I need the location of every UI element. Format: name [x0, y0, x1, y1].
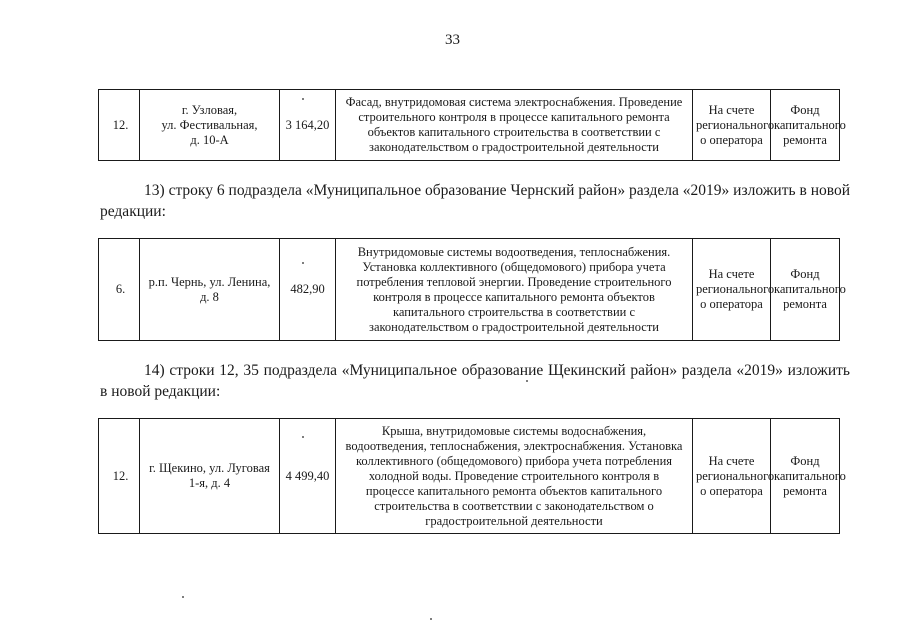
scan-speck: [302, 436, 304, 438]
scan-speck: [302, 262, 304, 264]
amendment-paragraph-14: 14) строки 12, 35 подраздела «Муниципальное образование Щекинский район» раздела «2019» изложить в новой редакции:: [100, 362, 850, 400]
area-cell: 3 164,20: [280, 90, 336, 161]
fund-cell: [771, 239, 846, 341]
works-line: водоотведения, теплоснабжения, электроснабжения. Установка: [345, 438, 683, 453]
area-cell: 4 499,40: [280, 419, 336, 534]
address-line: р.п. Чернь, ул. Ленина,: [148, 274, 271, 289]
fund-line: Фонд: [790, 453, 820, 468]
address-line: д. 8: [200, 289, 219, 304]
row-number: 12.: [99, 90, 140, 161]
works-cell: [336, 90, 693, 161]
address-cell: [140, 90, 280, 161]
fund-cell: [771, 90, 846, 161]
table-row: [99, 239, 840, 341]
account-line: На счете: [708, 453, 755, 468]
account-line: регионального: [696, 117, 775, 132]
account-line: регионального: [696, 468, 775, 483]
account-cell: [693, 239, 775, 341]
area-cell: 482,90: [280, 239, 336, 341]
page-number: 33: [445, 32, 460, 48]
works-line: градостроительной деятельности: [425, 513, 603, 528]
fund-line: Фонд: [790, 267, 820, 281]
works-line: Установка коллективного (общедомового) прибора учета: [362, 259, 666, 274]
account-line: На счете: [708, 267, 755, 281]
fund-line: капитального: [774, 117, 846, 132]
fund-line: капитального: [774, 282, 846, 296]
works-line: капитального строительства в соответствии с: [392, 304, 636, 319]
account-line: о оператора: [700, 483, 763, 498]
address-cell: [140, 419, 280, 534]
works-line: объектов капитального строительства в соответствии с: [367, 125, 661, 139]
account-line: о оператора: [700, 297, 763, 311]
address-line: ул. Фестивальная,: [161, 117, 258, 132]
row-number: 6.: [99, 239, 140, 341]
works-table-2: [98, 238, 846, 341]
fund-line: ремонта: [783, 483, 827, 498]
account-line: На счете: [708, 102, 755, 117]
works-line: Крыша, внутридомовые системы водоснабжения,: [381, 423, 647, 438]
address-cell: [140, 239, 280, 341]
scan-speck: [430, 618, 432, 620]
address-line: г. Узловая,: [181, 102, 238, 117]
scan-speck: [302, 98, 304, 100]
account-cell: [693, 90, 775, 161]
works-line: потребления тепловой энергии. Проведение строительного: [356, 274, 672, 289]
works-line: строительного контроля в процессе капитального ремонта: [358, 110, 670, 124]
works-line: законодательством о градостроительной деятельности: [369, 140, 659, 154]
fund-line: капитального: [774, 468, 846, 483]
account-line: регионального: [696, 282, 775, 296]
scan-speck: [526, 380, 528, 382]
account-cell: [693, 419, 775, 534]
account-line: о оператора: [700, 132, 763, 147]
works-line: контроля в процессе капитального ремонта объектов: [373, 289, 655, 304]
address-line: д. 10-А: [190, 132, 229, 147]
fund-line: ремонта: [783, 297, 827, 311]
amendment-paragraph-13: 13) строку 6 подраздела «Муниципальное образование Чернский район» раздела «2019» изложить в новой редакции:: [100, 182, 850, 220]
works-table-3: [98, 418, 846, 534]
works-cell: [336, 419, 693, 534]
works-line: коллективного (общедомового) прибора учета потребления: [355, 453, 673, 468]
table-row: [99, 419, 840, 534]
works-line: процессе капитального ремонта объектов капитального: [365, 483, 663, 498]
works-line: законодательством о градостроительной деятельности: [369, 319, 659, 334]
works-table-1: [98, 89, 846, 161]
scan-speck: [182, 596, 184, 598]
works-line: Фасад, внутридомовая система электроснабжения. Проведение: [345, 95, 683, 109]
works-line: Внутридомовые системы водоотведения, теплоснабжения.: [357, 244, 671, 259]
works-line: холодной воды. Проведение строительного контроля в: [368, 468, 660, 483]
works-cell: [336, 239, 693, 341]
address-line: г. Щекино, ул. Луговая: [149, 461, 270, 475]
fund-line: ремонта: [783, 132, 827, 147]
fund-cell: [771, 419, 846, 534]
fund-line: Фонд: [790, 102, 820, 117]
table-row: [99, 90, 840, 161]
works-line: строительства в соответствии с законодательством о: [374, 498, 654, 513]
address-line: 1-я, д. 4: [188, 476, 231, 490]
row-number: 12.: [99, 419, 140, 534]
